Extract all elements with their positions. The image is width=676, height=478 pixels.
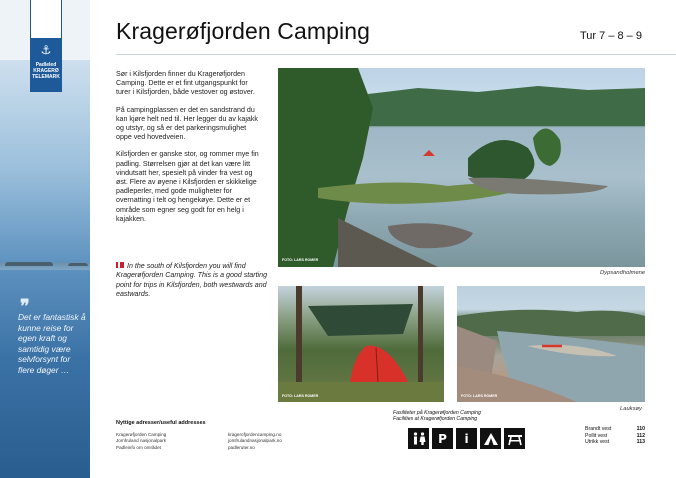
kayak-paddle-icon: ⚓: [40, 43, 52, 57]
photo-hammock-tent: [278, 286, 444, 402]
quote-mark-icon: ❞: [20, 296, 30, 317]
map-references: [585, 426, 645, 446]
addresses-left: [116, 432, 226, 451]
photo-caption: Lauksøy: [620, 406, 642, 412]
logo-line: KRAGERØ: [33, 68, 59, 74]
map-ref-row: [585, 439, 645, 446]
map-ref-label: Pollit vest: [585, 432, 608, 439]
address-item: Kragerøfjorden Camping: [116, 432, 167, 437]
logo-text: [32, 62, 60, 80]
addresses-right: [228, 432, 338, 451]
photo-credit: FOTO: LARS ROMER: [461, 394, 498, 398]
parking-icon: P: [432, 428, 453, 449]
map-ref-row: [585, 426, 645, 433]
english-summary: [116, 262, 274, 300]
addresses-heading: Nyttige adresser/useful addresses: [116, 420, 206, 426]
info-icon: i: [456, 428, 477, 449]
toilet-icon: [408, 428, 429, 449]
logo-white-band: [31, 0, 61, 38]
page-title: Kragerøfjorden Camping: [116, 18, 371, 44]
map-ref-value: 110: [636, 426, 645, 432]
logo-line: TELEMARK: [32, 74, 60, 80]
sidebar-quote: Det er fantastisk å kunne reise for egen kraft og samtidig være selvforsynt for flere døger …: [18, 312, 86, 375]
body-text: [116, 70, 262, 232]
address-link[interactable]: padleruter.no: [228, 444, 255, 450]
body-paragraph: På campingplassen er det en sandstrand du kan kjøre helt ned til. Her legger du av kajakk og utstyr, og så er det parkeringsmulighet oppe ved hovedveien.: [116, 105, 258, 142]
picnic-table-icon: [504, 428, 525, 449]
logo-line: Padleled: [35, 62, 57, 68]
facilities-heading-en: Facilities at Kragerøfjorden Camping: [393, 416, 478, 423]
address-link[interactable]: jomfrulandnasjonalpark.no: [228, 438, 282, 444]
address-item: Jomfruland nasjonalpark: [116, 438, 167, 444]
photo-scene: [278, 286, 444, 402]
tour-numbers: Tur 7 – 8 – 9: [580, 30, 642, 42]
photo-lauksoy: [457, 286, 645, 402]
photo-credit: FOTO: LARS ROMER: [282, 394, 319, 398]
english-text: In the south of Kilsfjorden you will find Kragerøfjorden Camping. This is a good starting point for trips in Kilsfjorden, both westwards and eastwards.: [116, 262, 268, 299]
facilities-heading-no: Fasiliteter på Kragerøfjorden Camping: [393, 410, 481, 416]
uk-flag-icon: [116, 262, 124, 268]
sidebar-panel: [0, 0, 90, 478]
photo-caption: Dypsandholmene: [600, 270, 646, 276]
photo-scene: [457, 286, 645, 402]
body-paragraph: Sør i Kilsfjorden finner du Kragerøfjorden Camping. Dette er et fint utgangspunkt for turer i Kilsfjorden, både vestover og østover.: [116, 70, 255, 97]
map-ref-row: [585, 433, 645, 440]
facilities-heading: [393, 410, 481, 422]
photo-credit: FOTO: LARS ROMER: [282, 258, 319, 262]
map-ref-value: 113: [636, 439, 645, 446]
photo-dypsandholmene: [278, 68, 645, 267]
map-ref-label: Brandt vest: [585, 426, 612, 432]
map-ref-label: Utrikk vest: [585, 439, 610, 446]
sidebar-island: [68, 263, 88, 266]
body-paragraph: Kilsfjorden er ganske stor, og rommer mye fin padling. Størrelsen gjør at det kan være litt vindutsatt her, spesielt på vinder fra vest og øst. Flere av øyene i Kilsfjorden er skikkelige padleperler, med gode muligheter for overnatting i telt og hengekøye. Dette er et område som egner seg godt for en helg i kajakken.: [116, 150, 259, 223]
padleled-logo: [30, 0, 62, 92]
address-link[interactable]: kragerofjordencamping.no: [228, 432, 282, 437]
photo-scene: [278, 68, 645, 267]
address-item: Padleinfo om området: [116, 444, 161, 450]
title-divider: [116, 54, 676, 55]
map-ref-value: 112: [636, 432, 645, 439]
facility-icons: [408, 428, 525, 449]
sidebar-island: [5, 262, 53, 266]
tent-icon: [480, 428, 501, 449]
